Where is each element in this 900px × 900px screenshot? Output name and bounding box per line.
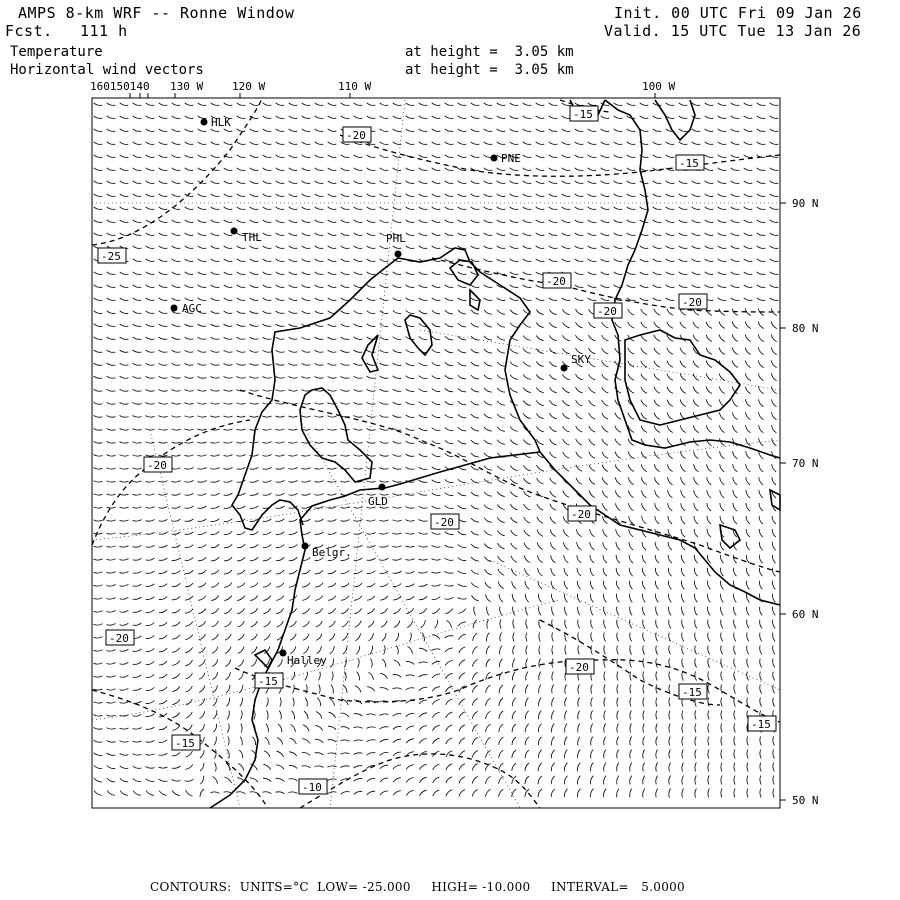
station-marker-agc bbox=[171, 305, 178, 312]
station-label-gld: GLD bbox=[368, 495, 388, 508]
contour-label: -20 bbox=[569, 661, 589, 674]
station-label-halley: Halley bbox=[287, 654, 327, 667]
station-marker-hlk bbox=[201, 119, 208, 126]
contour-label: -20 bbox=[597, 305, 617, 318]
lon-label-120w: 120 W bbox=[232, 80, 266, 93]
lat-label-80n: 80 N bbox=[792, 322, 819, 335]
contour-label: -25 bbox=[101, 250, 121, 263]
wind-vector-field bbox=[94, 103, 779, 798]
contour-label: -15 bbox=[682, 686, 702, 699]
forecast-value: 111 h bbox=[80, 22, 128, 40]
lat-label-90n: 90 N bbox=[792, 197, 819, 210]
station-marker-phl bbox=[395, 251, 402, 258]
lon-label-110w: 110 W bbox=[338, 80, 372, 93]
station-label-sky: SKY bbox=[571, 353, 591, 366]
contour-label: -20 bbox=[434, 516, 454, 529]
station-marker-thl bbox=[231, 228, 238, 235]
contour-label: -20 bbox=[571, 508, 591, 521]
field2-name: Horizontal wind vectors bbox=[10, 62, 204, 78]
lat-label-70n: 70 N bbox=[792, 457, 819, 470]
lat-label-50n: 50 N bbox=[792, 794, 819, 807]
wind-vectors bbox=[94, 103, 779, 798]
station-marker-gld bbox=[379, 484, 386, 491]
contour-label: -20 bbox=[546, 275, 566, 288]
contour-label: -10 bbox=[302, 781, 322, 794]
forecast-label: Fcst. bbox=[5, 22, 53, 40]
contour-label: -15 bbox=[573, 108, 593, 121]
contour-label: -15 bbox=[751, 718, 771, 731]
station-marker-pne bbox=[491, 155, 498, 162]
station-marker-halley bbox=[280, 650, 287, 657]
field1-height: at height = 3.05 km bbox=[405, 44, 574, 60]
contour-info-footer: CONTOURS: UNITS=°C LOW= -25.000 HIGH= -10.000 INTERVAL= 5.0000 bbox=[150, 880, 685, 894]
station-marker-sky bbox=[561, 365, 568, 372]
station-label-thl: THL bbox=[242, 231, 262, 244]
field2-height: at height = 3.05 km bbox=[405, 62, 574, 78]
contour-label: -20 bbox=[682, 296, 702, 309]
station-label-pne: PNE bbox=[501, 152, 521, 165]
lat-label-60n: 60 N bbox=[792, 608, 819, 621]
contour-label: -20 bbox=[346, 129, 366, 142]
graticule bbox=[92, 100, 780, 808]
field1-name: Temperature bbox=[10, 44, 103, 60]
station-label-phl: PHL bbox=[386, 232, 406, 245]
valid-time: Valid. 15 UTC Tue 13 Jan 26 bbox=[604, 22, 862, 40]
lon-label-160-150-140: 160150140 bbox=[90, 80, 150, 93]
contour-label: -20 bbox=[109, 632, 129, 645]
lon-label-100w: 100 W bbox=[642, 80, 676, 93]
contour-label: -20 bbox=[147, 459, 167, 472]
map-title: AMPS 8-km WRF -- Ronne Window bbox=[18, 4, 295, 22]
station-label-hlk: HLK bbox=[211, 116, 231, 129]
contour-label: -15 bbox=[258, 675, 278, 688]
contour-label: -15 bbox=[679, 157, 699, 170]
init-time: Init. 00 UTC Fri 09 Jan 26 bbox=[614, 4, 862, 22]
station-label-agc: AGC bbox=[182, 302, 202, 315]
contour-label: -15 bbox=[175, 737, 195, 750]
station-marker-belgr bbox=[302, 543, 309, 550]
lon-label-130w: 130 W bbox=[170, 80, 204, 93]
station-label-belgr: Belgr. bbox=[312, 546, 352, 559]
